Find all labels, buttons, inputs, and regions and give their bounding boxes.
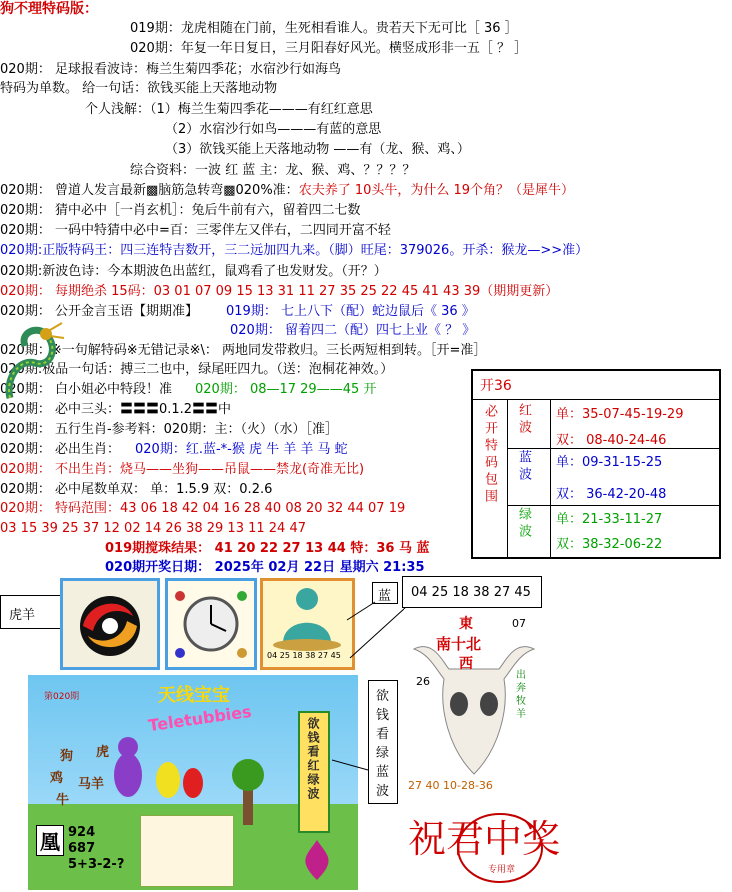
skull-picture xyxy=(404,609,544,797)
text-line: 020期： 留着四二（配）四七上业《 ？ 》 xyxy=(230,323,476,338)
table-title: 开36 xyxy=(480,378,512,394)
text-line: 020期:新波色诗：今本期波色出蓝红，鼠鸡看了也发财发。（开？） xyxy=(0,264,387,279)
text-line: 019期： 七上八下（配）蛇边鼠后《 36 》 xyxy=(226,304,475,319)
text-line: 020期： 不出生肖：烧马——坐狗——吊鼠——禁龙(奇准无比) xyxy=(0,462,365,477)
tele-issue: 第020期 xyxy=(44,692,80,702)
text-line: 03 15 39 25 37 12 02 14 26 38 29 13 11 24 47 xyxy=(0,521,306,536)
text-line: 020期： 必中尾数单双： 单：1.5.9 双：0.2.6 xyxy=(0,482,273,497)
tele-dog: 狗 xyxy=(60,749,74,764)
blue-callout: 蓝 xyxy=(372,582,398,604)
text-line: 020期： 公开金言玉语【期期准】 xyxy=(0,304,198,319)
text-line: 020期：※一句解特码※无错记录※\： 两地同发带救归。三长两短相到转。［开=准］ xyxy=(0,343,487,358)
table-blue-single: 单：09-31-15-25 xyxy=(556,455,663,470)
tele-banner: 欲钱看红绿波 xyxy=(298,711,330,833)
table-green-single: 单：21-33-11-27 xyxy=(556,512,663,527)
text-line: 020期： 一码中特猜中必中=百：三零伴左又伴右，二四同开富不轻 xyxy=(0,223,391,238)
skull-west: 西 xyxy=(459,656,473,672)
text-line: 020期： 必中三头：〓〓〓0.1.2〓〓中 xyxy=(0,402,232,417)
clock-picture xyxy=(165,578,257,670)
draw-result: 019期搅珠结果： 41 20 22 27 13 44 特：36 马 蓝 xyxy=(105,541,430,556)
table-blue-double: 双： 36-42-20-48 xyxy=(556,487,667,502)
table-red-double: 双： 08-40-24-46 xyxy=(556,433,667,448)
numbers-callout: 04 25 18 38 27 45 xyxy=(402,576,542,608)
special-code-table xyxy=(471,369,721,559)
skull-bottom-numbers: 27 40 10-28-36 xyxy=(408,779,493,792)
text-line: （3）欲钱买能上天落地动物 ——有（龙、猴、鸡、） xyxy=(165,142,470,157)
text-line: 020期： 猜中必中［一肖玄机］：兔后牛前有六，留着四二七数 xyxy=(0,203,361,218)
text-line: 020期： 08—17 29——45 开 xyxy=(195,382,377,397)
text-line: 020期:极品一句话：搏三二也中，绿尾旺四九。（送：泡桐花神效。） xyxy=(0,362,394,377)
table-blue-label: 蓝波 xyxy=(516,450,531,484)
skull-south-north: 南十北 xyxy=(436,635,482,653)
buddha-picture xyxy=(260,578,355,670)
tele-numbers: 924 687 5+3-2-? xyxy=(68,825,125,872)
teletubbies-picture xyxy=(28,675,358,890)
tele-chicken: 鸡 xyxy=(50,771,64,786)
tele-title: 天线宝宝 xyxy=(158,685,230,706)
text-line: 020期:正版特码王：四三连特吉数开，三二远加四九来。（脚）旺尾：379026。开杀：猴龙—>>准） xyxy=(0,243,589,258)
page-header: 狗不理特码版： xyxy=(0,1,98,17)
text-line: 020期： 特码范围：43 06 18 42 04 16 28 40 08 20 32 44 07 19 xyxy=(0,501,406,516)
tele-phoenix: 凰 xyxy=(36,825,64,856)
buddha-numbers: 04 25 18 38 27 45 xyxy=(267,651,341,660)
table-red-single: 单：35-07-45-19-29 xyxy=(556,407,684,422)
tele-en: Teletubbies xyxy=(147,701,253,736)
skull-07: 07 xyxy=(512,617,526,630)
table-green-double: 双：38-32-06-22 xyxy=(556,537,663,552)
text-line: 020期： 足球报看波诗：梅兰生菊四季花；水宿沙行如海鸟 xyxy=(0,62,341,77)
tele-horse-sheep: 马羊 xyxy=(78,777,105,792)
text-line: 020期：红.蓝-*-猴 虎 牛 羊 羊 马 蛇 xyxy=(135,442,348,457)
text-line: 综合资料：一波 红 蓝 主：龙、猴、鸡、？？？？ xyxy=(130,163,416,178)
table-green-label: 绿波 xyxy=(516,507,531,541)
emblem-picture xyxy=(60,578,160,670)
table-vertical-label: 必开特码包围 xyxy=(482,404,497,506)
tele-ox: 牛 xyxy=(56,793,70,808)
tele-tiger: 虎 xyxy=(96,745,110,760)
text-line: 个人浅解：（1）梅兰生菊四季花———有红红意思 xyxy=(85,102,373,117)
callout-pointer-3 xyxy=(330,740,370,780)
text-line: 020期： 五行生肖-参考料：020期：主：（火）（水）［准］ xyxy=(0,422,338,437)
text-line: 020期： 必出生肖： xyxy=(0,442,120,457)
table-red-label: 红波 xyxy=(516,403,531,437)
dragon-icon xyxy=(0,318,75,413)
skull-side-text: 出奔牧羊 xyxy=(516,670,526,720)
tiger-sheep-callout: 虎羊 xyxy=(0,595,62,629)
draw-date: 020期开奖日期： 2025年 02月 22日 星期六 21:35 xyxy=(105,560,425,575)
tele-list-box xyxy=(140,815,234,887)
skull-east: 東 xyxy=(459,616,473,632)
text-line: 020期：年复一年日复日，三月阳春好风光。横竖成形非一五［ ？ ］ xyxy=(130,41,528,56)
text-line: （2）水宿沙行如鸟———有蓝的意思 xyxy=(165,122,382,137)
tele-logo-icon xyxy=(292,835,342,885)
text-line: 特码为单数。 给一句话：欲钱买能上天落地动物 xyxy=(0,81,278,96)
skull-26: 26 xyxy=(416,675,430,688)
text-line: 019期：龙虎相随在门前，生死相看谁人。贵若天下无可比［ 36 ］ xyxy=(130,21,518,36)
congrats-stamp: 祝君中奖 专用章 xyxy=(408,800,558,885)
text-line: 020期： 每期绝杀 15码：03 01 07 09 15 13 31 11 27 35 25 22 45 41 43 39（期期更新） xyxy=(0,284,559,299)
text-line: 020期： 白小姐必中特段！准 xyxy=(0,382,172,397)
text-line: 020期： 曾道人发言最新▩脑筋急转弯▩020%准：农夫养了 10头牛，为什么 19个角？（是犀牛） xyxy=(0,183,575,198)
green-blue-callout: 欲钱看绿蓝波 xyxy=(368,680,398,804)
